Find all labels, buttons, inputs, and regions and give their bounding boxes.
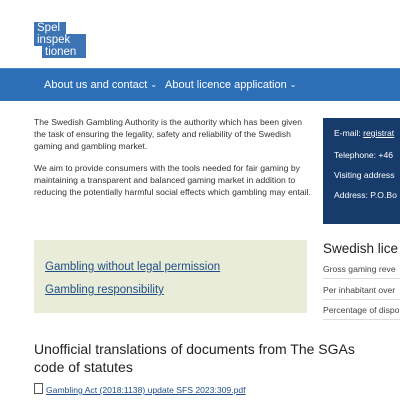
divider xyxy=(323,299,400,300)
link-gambling-responsibility[interactable]: Gambling responsibility xyxy=(45,284,164,296)
contact-postal-address: Address: P.O.Bo xyxy=(334,190,397,200)
contact-email xyxy=(334,128,394,138)
nav-about-licence-application[interactable] xyxy=(165,69,296,101)
intro-text xyxy=(34,116,312,208)
email-label: E-mail: xyxy=(334,128,364,138)
chevron-down-icon: ⌄ xyxy=(150,80,158,89)
stats-row-gross-gaming: Gross gaming reve xyxy=(323,264,396,274)
chevron-down-icon: ⌄ xyxy=(289,80,297,89)
main-nav xyxy=(0,68,400,101)
nav-label: About licence application xyxy=(165,79,287,91)
contact-telephone: Telephone: +46 xyxy=(334,150,394,160)
site-header xyxy=(0,0,400,68)
document-link-label: Gambling Act (2018:1138) update SFS 2023:309.pdf xyxy=(46,385,246,395)
stats-row-percentage: Percentage of dispo xyxy=(323,305,400,315)
nav-about-us-contact[interactable] xyxy=(44,69,157,101)
translations-heading: Unofficial translations of documents from The SGAs code of statutes xyxy=(34,341,355,375)
intro-paragraph-1: The Swedish Gambling Authority is the authority which has been given the task of ensuring the legality, safety and reliability of the Swedish gaming and gambling market. xyxy=(34,117,302,151)
logo-line-3: tionen xyxy=(42,46,86,58)
document-link[interactable] xyxy=(34,382,246,395)
link-gambling-without-permission[interactable]: Gambling without legal permission xyxy=(45,261,221,273)
email-link[interactable]: registrat xyxy=(363,128,395,138)
logo-line-2: inspek xyxy=(34,34,86,46)
spelinspektionen-logo[interactable] xyxy=(34,22,86,58)
divider xyxy=(323,278,400,279)
logo-line-1: Spel xyxy=(34,22,66,34)
divider xyxy=(323,319,400,320)
contact-box xyxy=(323,118,400,224)
contact-visiting-address: Visiting address xyxy=(334,170,395,180)
quick-links-box xyxy=(34,240,307,313)
intro-paragraph-2: We aim to provide consumers with the tools needed for fair gaming by maintaining a transparent and balanced gaming market in addition to reducing the potentially harmful social effects which gambling may entail. xyxy=(34,163,311,197)
stats-row-per-inhabitant: Per inhabitant over xyxy=(323,285,396,295)
pdf-file-icon xyxy=(34,383,43,394)
licence-stats-title: Swedish lice xyxy=(323,241,399,256)
nav-label: About us and contact xyxy=(44,79,148,91)
